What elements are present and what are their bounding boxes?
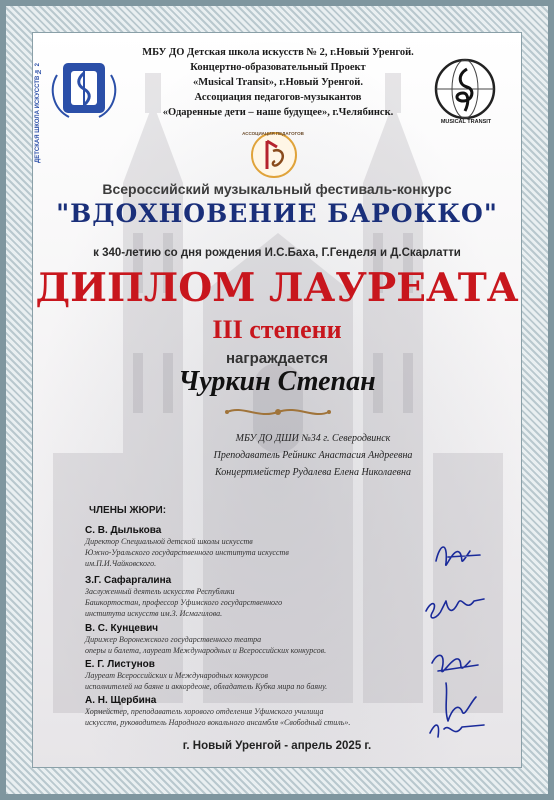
diploma-content bbox=[33, 33, 521, 767]
musical-transit-logo-text: MUSICAL TRANSIT bbox=[440, 119, 492, 125]
jury-heading: ЧЛЕНЫ ЖЮРИ: bbox=[89, 505, 167, 516]
jury-member-desc: оперы и балета, лауреат Международных и Всероссийских конкурсов. bbox=[85, 646, 327, 655]
accompanist-line: Концертмейстер Рудалева Елена Николаевна bbox=[215, 467, 411, 478]
signature-icon bbox=[426, 599, 484, 618]
organizer-line: «Musical Transit», г.Новый Уренгой. bbox=[193, 77, 363, 88]
contest-subtitle: к 340-летию со дня рождения И.С.Баха, Г.Генделя и Д.Скарлатти bbox=[93, 247, 461, 259]
jury-member-desc: Заслуженный деятель искусств Республики bbox=[85, 587, 235, 596]
contest-title: "ВДОХНОВЕНИЕ БАРОККО" bbox=[56, 199, 498, 228]
jury-member-desc: Хормейстер, преподаватель хорового отделения Уфимского училища bbox=[85, 707, 324, 716]
participant-info bbox=[163, 430, 463, 481]
jury-member-desc: Директор Специальной детской школы искусств bbox=[85, 537, 253, 546]
signature-icon bbox=[436, 547, 480, 565]
jury-member-desc: Башкортостан, профессор Уфимского государственного bbox=[85, 598, 283, 607]
jury-member bbox=[85, 575, 425, 619]
jury-member-name: А. Н. Щербина bbox=[85, 695, 157, 706]
school-line: МБУ ДО ДШИ №34 г. Северодвинск bbox=[235, 433, 391, 444]
jury-member-desc: института искусств им.З. Исмагилова. bbox=[85, 609, 223, 618]
jury-signatures bbox=[418, 533, 498, 743]
jury-member bbox=[85, 659, 425, 692]
organizer-line: «Одаренные дети – наше будущее», г.Челябинск. bbox=[162, 107, 394, 118]
association-logo-icon bbox=[247, 129, 301, 179]
ornament-divider-icon bbox=[223, 403, 333, 421]
jury-member-desc: им.П.И.Чайковского. bbox=[85, 559, 157, 568]
school-logo-text: ДЕТСКАЯ ШКОЛА ИСКУССТВ № 2 bbox=[35, 63, 41, 164]
diploma-degree: III степени bbox=[212, 315, 342, 344]
jury-member-desc: Лауреат Всероссийских и Международных конкурсов bbox=[85, 671, 268, 680]
organizer-line: Концертно-образовательный Проект bbox=[190, 62, 366, 73]
signature-icon bbox=[446, 683, 476, 721]
jury-member bbox=[85, 695, 435, 728]
awarded-label: награждается bbox=[225, 350, 329, 367]
teacher-line: Преподаватель Рейникс Анастасия Андреевна bbox=[213, 450, 413, 461]
festival-name: Всероссийский музыкальный фестиваль-конкурс bbox=[102, 181, 452, 197]
jury-member bbox=[85, 623, 425, 656]
jury-member-name: С. В. Дылькова bbox=[85, 525, 162, 536]
jury-member-name: В. С. Кунцевич bbox=[85, 623, 159, 634]
diploma-heading: ДИПЛОМ ЛАУРЕАТА bbox=[35, 265, 519, 311]
signature-icon bbox=[430, 725, 484, 737]
signature-icon bbox=[432, 655, 478, 671]
association-logo-text: АССОЦИАЦИЯ ПЕДАГОГОВ bbox=[242, 131, 304, 136]
organizer-line: МБУ ДО Детская школа искусств № 2, г.Новый Уренгой. bbox=[142, 47, 414, 58]
jury-member bbox=[85, 525, 425, 569]
jury-member-desc: Дирижер Воронежского государственного театра bbox=[85, 635, 262, 644]
organizers-block bbox=[93, 45, 463, 120]
jury-member-desc: Южно-Уральского государственного института искусств bbox=[85, 548, 289, 557]
jury-member-name: З.Г. Сафаргалина bbox=[85, 575, 172, 586]
footer-place-date: г. Новый Уренгой - апрель 2025 г. bbox=[182, 740, 372, 752]
jury-member-desc: исполнителей на баяне и аккордеоне, обладатель Кубка мира по баяну. bbox=[85, 682, 328, 691]
organizer-line: Ассоциация педагогов-музыкантов bbox=[194, 92, 362, 103]
jury-member-name: Е. Г. Листунов bbox=[85, 659, 155, 670]
recipient-name: Чуркин Степан bbox=[178, 366, 376, 397]
jury-member-desc: искусств, руководитель Народного вокального ансамбля «Свободный стиль». bbox=[85, 718, 351, 727]
